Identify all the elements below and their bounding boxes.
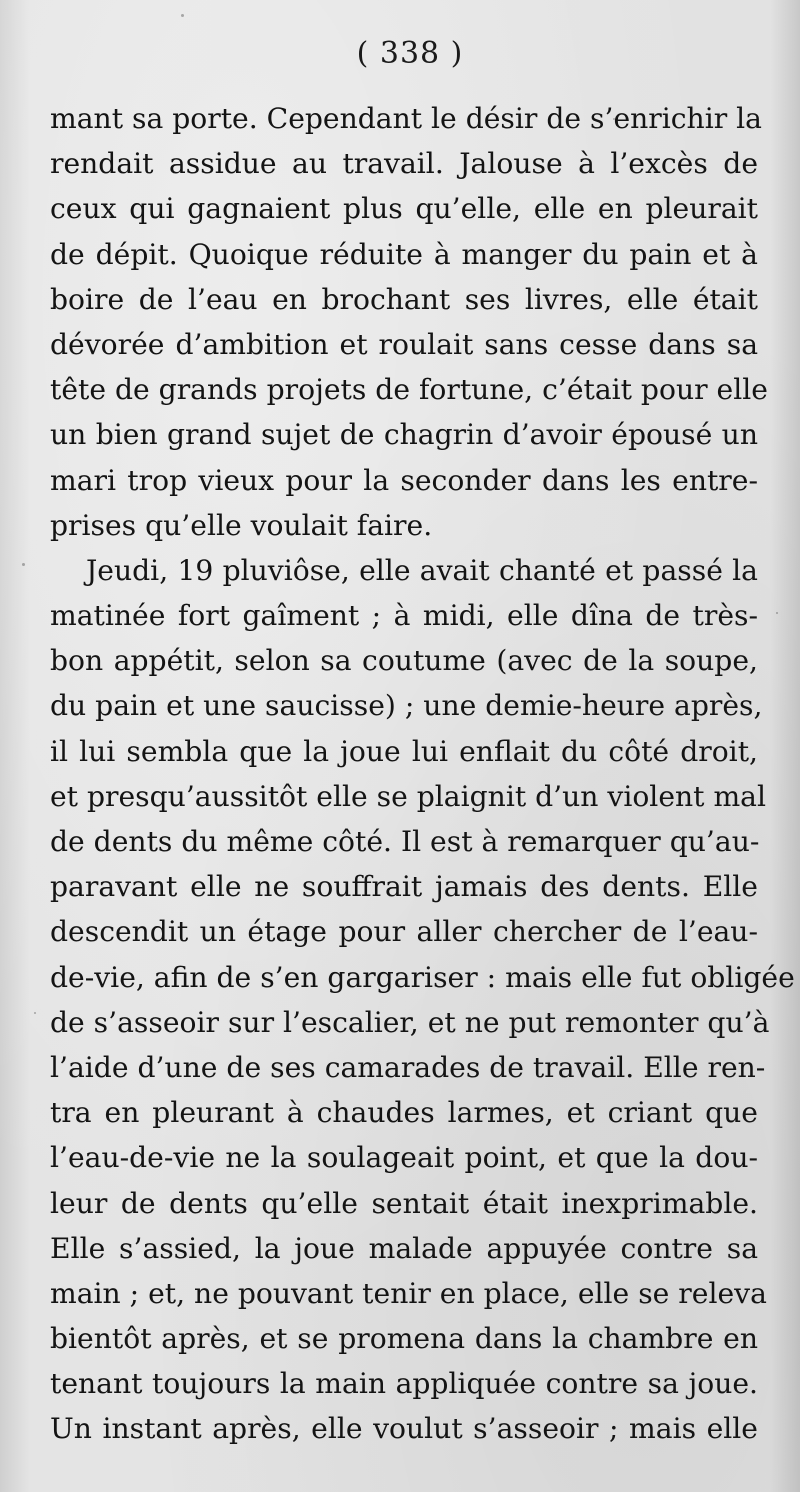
text-line: Jeudi, 19 pluviôse, elle avait chanté et passé la (86, 553, 758, 587)
text-line: main ; et, ne pouvant tenir en place, elle se releva (50, 1276, 767, 1310)
paper-speck (613, 118, 615, 120)
text-line: boire de l’eau en brochant ses livres, elle était (50, 282, 758, 316)
text-line: dévorée d’ambition et roulait sans cesse dans sa (50, 327, 758, 361)
page-number: ( 338 ) (356, 36, 464, 71)
text-line: rendait assidue au travail. Jalouse à l’excès de (50, 147, 758, 181)
text-line: mant sa porte. Cependant le désir de s’enrichir la (50, 102, 762, 135)
text-line: il lui sembla que la joue lui enflait du côté droit, (50, 734, 758, 768)
text-line: l’eau-de-vie ne la soulageait point, et que la dou- (50, 1141, 758, 1175)
text-line: de s’asseoir sur l’escalier, et ne put remonter qu’à (50, 1005, 770, 1039)
paper-speck (181, 14, 184, 17)
text-line: du pain et une saucisse) ; une demie-heure après, (50, 689, 763, 723)
text-line: de dents du même côté. Il est à remarquer qu’au- (50, 825, 760, 858)
text-line: paravant elle ne souffrait jamais des dents. Elle (50, 870, 758, 904)
text-line: leur de dents qu’elle sentait était inexprimable. (50, 1186, 758, 1220)
text-line: matinée fort gaîment ; à midi, elle dîna de très- (50, 599, 758, 633)
text-line: bientôt après, et se promena dans la chambre en (50, 1322, 758, 1356)
body-text (50, 96, 795, 1452)
text-line: bon appétit, selon sa coutume (avec de la soupe, (50, 644, 758, 678)
text-line: descendit un étage pour aller chercher de l’eau- (50, 915, 758, 949)
text-line: tête de grands projets de fortune, c’était pour elle (50, 373, 768, 407)
text-line: tenant toujours la main appliquée contre sa joue. (50, 1367, 758, 1401)
text-line: prises qu’elle voulait faire. (50, 508, 433, 542)
text-line: de-vie, afin de s’en gargariser : mais elle fut obligée (50, 960, 795, 994)
text-line: un bien grand sujet de chagrin d’avoir épousé un (50, 418, 758, 452)
text-line: l’aide d’une de ses camarades de travail. Elle ren- (50, 1050, 766, 1084)
text-line: Elle s’assied, la joue malade appuyée contre sa (50, 1231, 758, 1265)
text-line: tra en pleurant à chaudes larmes, et criant que (50, 1096, 758, 1130)
text-line: mari trop vieux pour la seconder dans les entre- (50, 463, 758, 497)
paper-speck (22, 563, 25, 566)
text-line: et presqu’aussitôt elle se plaignit d’un violent mal (50, 779, 766, 813)
paper-speck (776, 612, 778, 614)
text-line: Un instant après, elle voulut s’asseoir ; mais elle (50, 1412, 758, 1446)
text-line: ceux qui gagnaient plus qu’elle, elle en pleurait (50, 192, 758, 226)
text-line: de dépit. Quoique réduite à manger du pain et à (50, 237, 758, 271)
paper-speck (34, 1012, 36, 1014)
